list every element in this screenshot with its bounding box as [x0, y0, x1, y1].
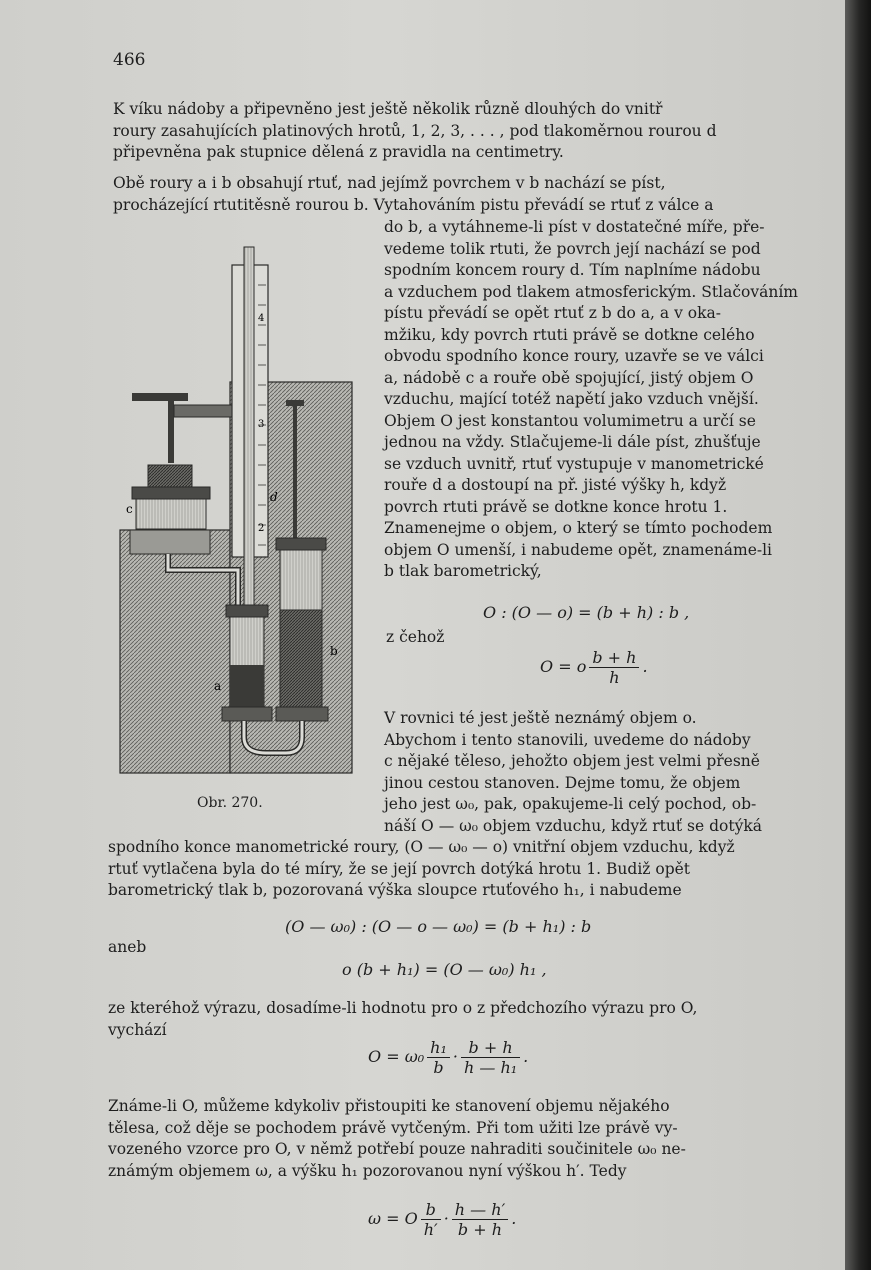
fig-label-a: a [214, 679, 222, 693]
fig-scale-3: 3 [258, 419, 265, 430]
volumimeter-illustration [118, 245, 354, 777]
text-line: rouře d a dostoupí na př. jisté výšky h, když [384, 476, 727, 494]
text-line: Známe-li O, můžeme kdykoliv přistoupiti ke stanovení objemu nějakého [108, 1097, 670, 1115]
text-line: c nějaké těleso, jehožto objem jest velmi přesně [384, 752, 760, 770]
eq2-end: . [642, 657, 648, 676]
paragraph-3 [384, 217, 815, 583]
paragraph-5 [108, 837, 811, 902]
eq6-f2-denominator: b + h [457, 1220, 503, 1239]
manometer-tube-d [244, 247, 254, 617]
screw-cap [132, 393, 188, 401]
eq2-fraction [589, 648, 639, 687]
eq5-fraction-1 [427, 1038, 450, 1077]
text-line: ze kteréhož výrazu, dosadíme-li hodnotu pro o z předchozího výrazu pro O, [108, 999, 698, 1017]
text-line: jednou na vždy. Stlačujeme-li dále píst, zhušťuje [384, 433, 761, 451]
text-line: náší O — ω₀ objem vzduchu, když rtuť se dotýká [384, 816, 762, 835]
fig-scale-4: 4 [258, 313, 265, 324]
eq5-dot: · [452, 1047, 458, 1066]
text-line: vozeného vzorce pro O, v němž potřebí pouze nahraditi součinitele ω₀ ne- [108, 1140, 686, 1158]
text-line: spodního konce manometrické roury, (O — ω₀ — o) vnitřní objem vzduchu, když [108, 838, 735, 856]
text-line: vzduchu, mající totéž napětí jako vzduch vnější. [384, 390, 759, 408]
text-line: vedeme tolik rtuti, že povrch její nachází se pod [384, 239, 761, 258]
eq6-fraction-1 [421, 1200, 441, 1239]
text-line: mžiku, kdy povrch rtuti právě se dotkne celého [384, 325, 755, 344]
text-line: známým objemem ω, a výšku h₁ pozorovanou nyní výškou h′. Tedy [108, 1161, 627, 1180]
equation-6 [368, 1200, 516, 1239]
text-line: pístu převádí se opět rtuť z b do a, a v oka- [384, 304, 721, 322]
text-line: povrch rtuti právě se dotkne konce hrotu 1. [384, 497, 728, 516]
page-number: 466 [113, 50, 146, 70]
text-line: Abychom i tento stanovili, uvedeme do nádoby [384, 730, 751, 749]
paragraph-2 [113, 173, 821, 216]
eq6-f2-numerator: h — h′ [452, 1200, 508, 1220]
eq6-lhs: ω = O [368, 1209, 418, 1228]
fig-scale-2: 2 [258, 523, 265, 534]
eq6-end: . [511, 1209, 517, 1228]
eq6-dot: · [443, 1209, 449, 1228]
eq5-lhs: O = ω₀ [368, 1047, 425, 1066]
text-line: barometrický tlak b, pozorovaná výška sloupce rtuťového h₁, i nabudeme [108, 881, 682, 899]
text-line: rtuť vytlačena byla do té míry, že se její povrch dotýká hrotu 1. Budiž opět [108, 859, 691, 878]
eq2-lhs: O = o [540, 657, 587, 676]
eq5-f2-denominator: h — h₁ [463, 1058, 518, 1077]
text-line: vychází [108, 1020, 167, 1039]
text-line: Znamenejme o objem, o který se tímto pochodem [384, 519, 773, 537]
vessel-c [136, 499, 206, 529]
text-line: spodním koncem roury d. Tím naplníme nádobu [384, 261, 761, 279]
eq6-f1-denominator: h′ [423, 1220, 438, 1239]
eq5-f2-numerator: b + h [461, 1038, 520, 1058]
text-line: a, nádobě c a rouře obě spojující, jistý objem O [384, 368, 754, 387]
eq5-f1-denominator: b [433, 1058, 444, 1077]
text-line: a vzduchem pod tlakem atmosferickým. Stlačováním [384, 282, 798, 301]
text-line: procházející rtutitěsně rourou b. Vytahováním pistu převádí se rtuť z válce a [113, 195, 714, 214]
figure-volumimeter [118, 245, 354, 777]
text-line: b tlak barometrický, [384, 562, 542, 580]
text-line: tělesa, což děje se pochodem právě vytčeným. Při tom užiti lze právě vy- [108, 1118, 678, 1137]
text-line: jinou cestou stanoven. Dejme tomu, že objem [384, 773, 741, 792]
eq5-end: . [523, 1047, 529, 1066]
eq5-fraction-2 [461, 1038, 520, 1077]
equation-2 [540, 648, 648, 687]
paragraph-7 [108, 1096, 818, 1182]
eq6-fraction-2 [452, 1200, 508, 1239]
paragraph-6 [108, 998, 818, 1041]
text-line: Obě roury a i b obsahují rtuť, nad jejímž povrchem v b nachází se píst, [113, 174, 666, 192]
fig-label-c: c [126, 502, 133, 516]
equation-5 [368, 1038, 528, 1077]
equation-4: o (b + h₁) = (O — ω₀) h₁ , [342, 960, 547, 979]
text-line: V rovnici té jest ještě neznámý objem o. [384, 709, 697, 727]
label-aneb: aneb [108, 938, 147, 956]
base-board [120, 530, 230, 773]
text-line: jeho jest ω₀, pak, opakujeme-li celý pochod, ob- [384, 795, 757, 813]
text-line: K víku nádoby a připevněno jest ještě několik různě dlouhých do vnitř [113, 100, 663, 118]
eq6-f1-numerator: b [421, 1200, 441, 1220]
equation-1: O : (O — o) = (b + h) : b , [483, 603, 690, 622]
paragraph-1 [113, 99, 821, 164]
figure-caption: Obr. 270. [197, 795, 263, 811]
book-spine-shadow [845, 0, 871, 1270]
text-line: Objem O jest konstantou volumimetru a určí se [384, 411, 756, 430]
eq2-numerator: b + h [589, 648, 639, 668]
fig-label-d: d [270, 490, 278, 504]
equation-3: (O — ω₀) : (O — o — ω₀) = (b + h₁) : b [285, 917, 592, 936]
text-line: objem O umenší, i nabudeme opět, znamenáme-li [384, 540, 773, 559]
text-line: obvodu spodního konce roury, uzavře se ve válci [384, 347, 764, 365]
label-z-cehoz: z čehož [386, 628, 445, 646]
text-line: připevněna pak stupnice dělená z pravidla na centimetry. [113, 143, 564, 161]
cylinder-b [280, 550, 322, 610]
eq2-denominator: h [609, 668, 620, 687]
text-line: se vzduch uvnitř, rtuť vystupuje v manometrické [384, 454, 764, 473]
eq5-f1-numerator: h₁ [427, 1038, 450, 1058]
piston-rod [293, 402, 297, 542]
fig-label-b: b [330, 644, 338, 658]
text-line: roury zasahujících platinových hrotů, 1, 2, 3, . . . , pod tlakoměrnou rourou d [113, 121, 717, 140]
paragraph-4 [384, 708, 815, 837]
text-line: do b, a vytáhneme-li píst v dostatečné míře, pře- [384, 218, 765, 236]
